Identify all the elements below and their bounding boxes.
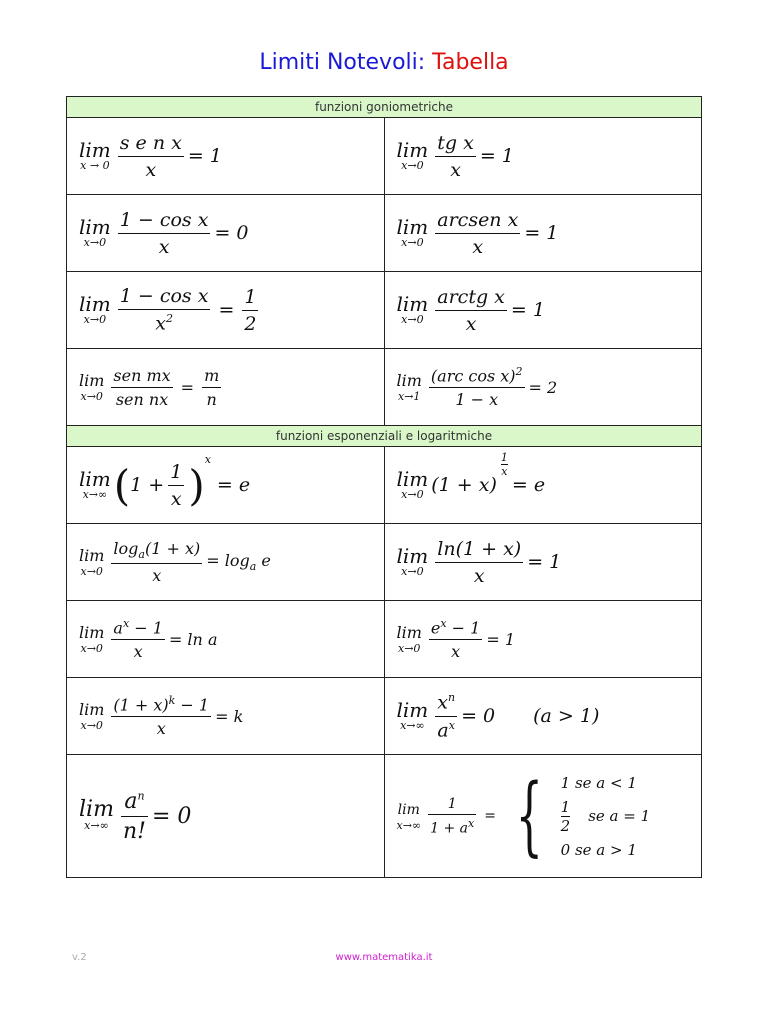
lim-label: lim <box>79 623 105 642</box>
result: = 1 <box>479 145 514 167</box>
table-row <box>67 755 702 878</box>
lim-label: lim <box>396 292 429 316</box>
lim-label: lim <box>79 700 105 719</box>
lim-label: lim <box>79 546 105 565</box>
result: = 1 <box>187 145 222 167</box>
lim-sub: x→0 <box>83 313 107 326</box>
limits-table <box>66 96 702 878</box>
numerator: $(1 + x)^k - 1$ <box>113 693 210 715</box>
result: = 1 <box>510 299 545 321</box>
formula-cell <box>384 447 702 524</box>
lim-sub: x→0 <box>397 642 421 655</box>
result-numerator: m <box>204 365 220 385</box>
table-row <box>67 524 702 601</box>
table-row <box>67 118 702 195</box>
result: = 2 <box>528 377 558 397</box>
lim-sub: x→0 <box>401 313 424 326</box>
title-main: Limiti Notevoli: <box>259 50 426 75</box>
result: = 1 <box>527 551 562 573</box>
result: = $\log_a e$ <box>206 550 271 574</box>
formula-cell: lim x→∞ ( 1 + $\frac{1}{x}$ ) $^x$ = e <box>67 447 385 524</box>
result: = e <box>511 474 546 496</box>
lim-sub: x→∞ <box>82 488 108 501</box>
lim-label: lim <box>396 371 422 390</box>
denominator: $1 + a^x$ <box>428 814 476 837</box>
case-line: 1 se a < 1 <box>560 773 637 792</box>
formula-cell <box>67 195 385 272</box>
table-row <box>67 678 702 755</box>
formula-cell <box>384 678 702 755</box>
lim-sub: x→∞ <box>396 819 422 832</box>
result-denominator: 2 <box>242 310 258 335</box>
lim-label: lim <box>79 371 105 390</box>
lim-sub: x→0 <box>401 565 424 578</box>
denominator: sen nx <box>111 387 172 409</box>
lim-label: lim <box>396 138 429 162</box>
formula-cell <box>67 678 385 755</box>
section-header-trig <box>67 97 702 118</box>
numerator: $e^x - 1$ <box>430 616 481 638</box>
lim-label: lim <box>79 215 111 239</box>
denominator: x <box>435 562 523 587</box>
lim-sub: x→∞ <box>84 819 109 832</box>
result: = 1 <box>524 222 559 244</box>
table-row <box>67 349 702 426</box>
result: = 0 <box>461 705 496 727</box>
lim-label: lim <box>396 544 429 568</box>
case-line: 0 se a > 1 <box>560 840 637 859</box>
formula-cell <box>67 755 385 878</box>
denominator: x <box>435 233 520 258</box>
equals-sign: = <box>218 299 235 321</box>
table-row <box>67 195 702 272</box>
denominator: x <box>435 310 507 335</box>
formula-cell <box>67 524 385 601</box>
result: = 0 <box>151 803 192 829</box>
lim-label: lim <box>79 292 111 316</box>
denominator: 1 − x <box>429 387 525 409</box>
case-line: $\frac{1}{2}$ se a = 1 <box>560 797 651 835</box>
numerator: tg x <box>437 131 474 154</box>
lim-sub: x→0 <box>83 236 107 249</box>
lim-label: lim <box>396 467 429 491</box>
result: = 1 <box>486 629 516 649</box>
formula-cell <box>384 755 702 878</box>
lim-label: lim <box>396 698 429 722</box>
result: = e <box>216 474 251 496</box>
denominator: x <box>118 156 184 181</box>
lim-label: lim <box>396 215 429 239</box>
denominator: x <box>435 156 476 181</box>
formula-cell <box>384 118 702 195</box>
site-link[interactable]: www.matematika.it <box>335 952 433 963</box>
lim-label: lim <box>396 623 422 642</box>
table-row <box>67 601 702 678</box>
numerator: ln(1 + x) <box>437 537 522 560</box>
exp-denominator: x <box>501 465 508 478</box>
result: = 0 <box>214 222 249 244</box>
base-term: (1 + x) <box>431 474 497 496</box>
section-label: funzioni esponenziali e logaritmiche <box>67 426 702 447</box>
numerator: 1 <box>447 795 457 812</box>
result-denominator: n <box>202 387 221 409</box>
section-header-exp <box>67 426 702 447</box>
page-title <box>0 50 768 75</box>
exponent: x <box>204 453 211 466</box>
lim-sub: x→∞ <box>400 719 425 732</box>
numerator: 1 − cos x <box>119 285 209 308</box>
equals-sign: = <box>484 808 496 824</box>
denominator: $x^2$ <box>118 309 211 334</box>
equals-sign: = <box>180 377 195 397</box>
numerator: 1 <box>170 460 183 483</box>
lim-label: lim <box>397 802 420 818</box>
denominator: x <box>111 639 165 661</box>
formula-cell <box>384 601 702 678</box>
numerator: arcsen x <box>437 208 519 231</box>
exp-numerator: 1 <box>500 451 508 464</box>
piecewise-cases <box>561 774 650 859</box>
table-row <box>67 272 702 349</box>
numerator: s e n x <box>119 131 182 154</box>
formula-cell <box>67 272 385 349</box>
denominator: x <box>118 233 211 258</box>
numerator: (arc cos x)$^2$ <box>430 364 523 386</box>
formula-cell <box>67 601 385 678</box>
lim-sub: x→0 <box>401 236 424 249</box>
lim-sub: x→0 <box>401 488 424 501</box>
lim-sub: x→0 <box>80 565 103 578</box>
table-row <box>67 447 702 524</box>
numerator: $\log_a(1 + x)$ <box>113 538 201 562</box>
numerator: arctg x <box>437 285 505 308</box>
denominator: x <box>429 639 482 661</box>
formula-cell <box>67 118 385 195</box>
left-brace-icon: { <box>515 766 543 866</box>
formula-cell <box>384 195 702 272</box>
denominator: x <box>111 563 202 585</box>
denominator: n! <box>121 816 148 844</box>
lim-label: lim <box>79 797 114 822</box>
denominator: x <box>168 485 184 510</box>
lim-sub: x→0 <box>401 159 424 172</box>
lim-sub: x→1 <box>397 390 421 403</box>
lim-sub: x→0 <box>80 642 103 655</box>
result: = k <box>215 706 244 726</box>
lim-sub: x→0 <box>80 390 103 403</box>
version-label: v.2 <box>72 952 87 963</box>
numerator: $a^x - 1$ <box>113 616 163 638</box>
lim-sub: x→0 <box>80 719 103 732</box>
denominator: $a^x$ <box>435 716 457 741</box>
base-term: 1 + <box>130 474 165 496</box>
numerator: $a^n$ <box>124 788 145 814</box>
numerator: $x^n$ <box>437 691 456 714</box>
result-numerator: 1 <box>244 285 257 308</box>
formula-cell <box>384 524 702 601</box>
denominator: x <box>111 716 211 738</box>
lim-label: lim <box>79 138 111 162</box>
numerator: sen mx <box>113 365 171 385</box>
section-label: funzioni goniometriche <box>67 97 702 118</box>
lim-sub: x → 0 <box>80 159 110 172</box>
numerator: 1 − cos x <box>119 208 209 231</box>
lim-label: lim <box>79 467 111 491</box>
result: = ln a <box>168 629 218 649</box>
condition: (a > 1) <box>533 705 600 727</box>
formula-cell <box>384 349 702 426</box>
formula-cell <box>67 349 385 426</box>
title-highlight: Tabella <box>432 50 509 75</box>
formula-cell <box>384 272 702 349</box>
